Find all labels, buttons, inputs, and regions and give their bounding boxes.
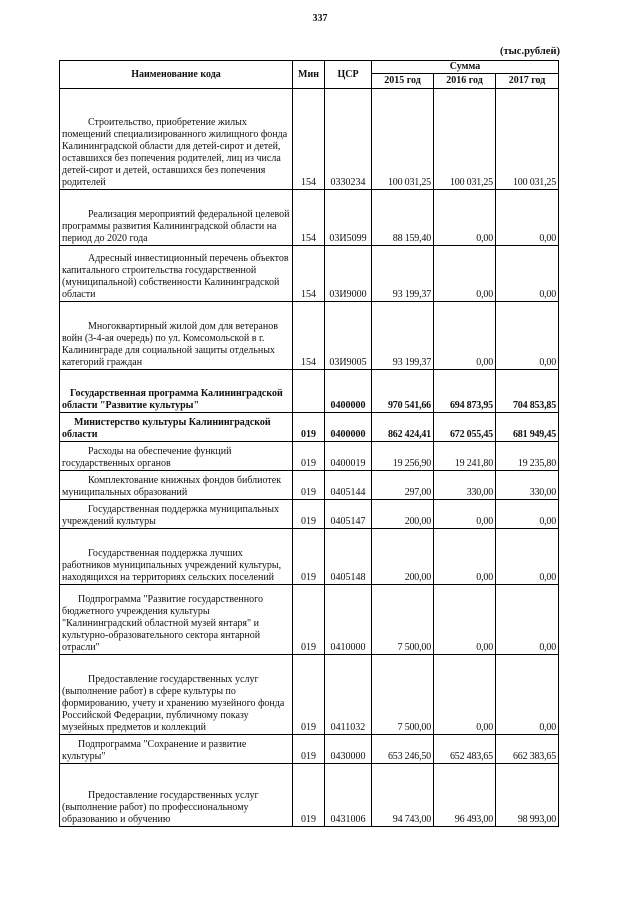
row-min: 019: [293, 529, 325, 585]
row-2017: 330,00: [496, 471, 559, 500]
row-min: 019: [293, 500, 325, 529]
table-row: [60, 655, 559, 735]
row-name: Государственная поддержка муниципальных учреждений культуры: [62, 504, 279, 527]
row-2017: 0,00: [496, 302, 559, 370]
row-2017: 0,00: [496, 500, 559, 529]
row-2017: 19 235,80: [496, 442, 559, 471]
row-csr: 03И5099: [325, 190, 372, 246]
row-min: 154: [293, 246, 325, 302]
row-2015: 93 199,37: [372, 302, 434, 370]
row-2016: 0,00: [434, 655, 496, 735]
table-row: [60, 735, 559, 764]
row-2017: 0,00: [496, 190, 559, 246]
table-row: [60, 529, 559, 585]
header-name: Наименование кода: [60, 61, 293, 89]
row-csr: 0405144: [325, 471, 372, 500]
row-csr: 0410000: [325, 585, 372, 655]
row-csr: 0405148: [325, 529, 372, 585]
row-min: 019: [293, 655, 325, 735]
row-min: 019: [293, 764, 325, 827]
row-csr: 03И9005: [325, 302, 372, 370]
row-2015: 100 031,25: [372, 89, 434, 190]
row-2016: 672 055,45: [434, 413, 496, 442]
table-row: [60, 764, 559, 827]
table-row: [60, 89, 559, 190]
row-2017: 681 949,45: [496, 413, 559, 442]
row-name: Строительство, приобретение жилых помещений специализированного жилищного фонда Калининградской области для детей-сирот и детей, оставшихся без попечения родителей, лиц из числа детей-сирот и детей, оставшихся без попечения родителей: [62, 117, 288, 188]
header-2016: 2016 год: [434, 74, 496, 89]
row-2016: 0,00: [434, 529, 496, 585]
row-name: Расходы на обеспечение функций государственных органов: [62, 446, 232, 469]
row-2016: 652 483,65: [434, 735, 496, 764]
row-2015: 862 424,41: [372, 413, 434, 442]
row-2015: 7 500,00: [372, 585, 434, 655]
table-row: [60, 500, 559, 529]
row-2015: 970 541,66: [372, 370, 434, 413]
row-2016: 96 493,00: [434, 764, 496, 827]
table-row: [60, 413, 559, 442]
row-min: [293, 370, 325, 413]
row-min: 019: [293, 471, 325, 500]
row-min: 154: [293, 89, 325, 190]
row-csr: 0411032: [325, 655, 372, 735]
table-row: [60, 585, 559, 655]
row-2016: 0,00: [434, 246, 496, 302]
page-number: 337: [312, 13, 328, 24]
row-csr: 03И9000: [325, 246, 372, 302]
row-2015: 653 246,50: [372, 735, 434, 764]
row-2015: 88 159,40: [372, 190, 434, 246]
row-2017: 98 993,00: [496, 764, 559, 827]
row-min: 019: [293, 735, 325, 764]
row-name: Министерство культуры Калининградской области: [62, 417, 271, 440]
table-row: [60, 190, 559, 246]
row-name: Комплектование книжных фондов библиотек муниципальных образований: [62, 475, 282, 498]
table-row: [60, 302, 559, 370]
header-2015: 2015 год: [372, 74, 434, 89]
row-min: 019: [293, 442, 325, 471]
row-2017: 0,00: [496, 529, 559, 585]
row-2015: 200,00: [372, 500, 434, 529]
row-csr: 0400019: [325, 442, 372, 471]
row-2015: 94 743,00: [372, 764, 434, 827]
row-name: Предоставление государственных услуг (выполнение работ) по профессиональному образованию и обучению: [62, 790, 259, 825]
row-2016: 0,00: [434, 585, 496, 655]
row-2015: 19 256,90: [372, 442, 434, 471]
row-2016: 0,00: [434, 190, 496, 246]
header-csr: ЦСР: [325, 61, 372, 89]
units-label: (тыс.рублей): [499, 46, 560, 57]
row-name: Многоквартирный жилой дом для ветеранов войн (3-4-ая очередь) по ул. Комсомольской в г. Калининграде для социальной защиты отдельных категорий граждан: [62, 321, 278, 368]
row-2017: 704 853,85: [496, 370, 559, 413]
row-csr: 0400000: [325, 413, 372, 442]
row-name: Подпрограмма "Сохранение и развитие культуры": [62, 739, 247, 762]
row-2016: 19 241,80: [434, 442, 496, 471]
row-2016: 0,00: [434, 500, 496, 529]
row-name: Государственная поддержка лучших работников муниципальных учреждений культуры, находящихся на территориях сельских поселений: [62, 548, 282, 583]
row-name: Государственная программа Калининградской области "Развитие культуры": [62, 388, 283, 411]
row-2017: 100 031,25: [496, 89, 559, 190]
table-row: [60, 471, 559, 500]
header-sum: Сумма: [372, 61, 559, 74]
row-min: 154: [293, 190, 325, 246]
row-csr: 0431006: [325, 764, 372, 827]
row-2016: 0,00: [434, 302, 496, 370]
row-2016: 694 873,95: [434, 370, 496, 413]
row-min: 154: [293, 302, 325, 370]
row-min: 019: [293, 585, 325, 655]
row-2017: 0,00: [496, 246, 559, 302]
table-row: [60, 370, 559, 413]
row-2016: 100 031,25: [434, 89, 496, 190]
row-csr: 0330234: [325, 89, 372, 190]
row-2017: 0,00: [496, 585, 559, 655]
row-2017: 662 383,65: [496, 735, 559, 764]
row-2017: 0,00: [496, 655, 559, 735]
row-csr: 0430000: [325, 735, 372, 764]
row-csr: 0400000: [325, 370, 372, 413]
row-min: 019: [293, 413, 325, 442]
row-name: Предоставление государственных услуг (выполнение работ) в сфере культуры по формированию, учету и хранению музейного фонда Российской Федерации, публичному показу музейных предметов и коллекций: [62, 674, 285, 733]
row-2015: 93 199,37: [372, 246, 434, 302]
header-min: Мин: [293, 61, 325, 89]
table-row: [60, 246, 559, 302]
row-2015: 200,00: [372, 529, 434, 585]
header-2017: 2017 год: [496, 74, 559, 89]
row-2016: 330,00: [434, 471, 496, 500]
row-csr: 0405147: [325, 500, 372, 529]
budget-table: [59, 60, 559, 827]
table-row: [60, 442, 559, 471]
row-2015: 297,00: [372, 471, 434, 500]
row-name: Подпрограмма "Развитие государственного бюджетного учреждения культуры "Калининградский областной музей янтаря" и культурно-образовательного сектора янтарной отрасли": [62, 594, 263, 653]
row-name: Реализация мероприятий федеральной целевой программы развития Калининградской области на период до 2020 года: [62, 209, 290, 244]
row-2015: 7 500,00: [372, 655, 434, 735]
row-name: Адресный инвестиционный перечень объектов капитального строительства государственной (муниципальной) собственности Калининградской области: [62, 253, 289, 300]
